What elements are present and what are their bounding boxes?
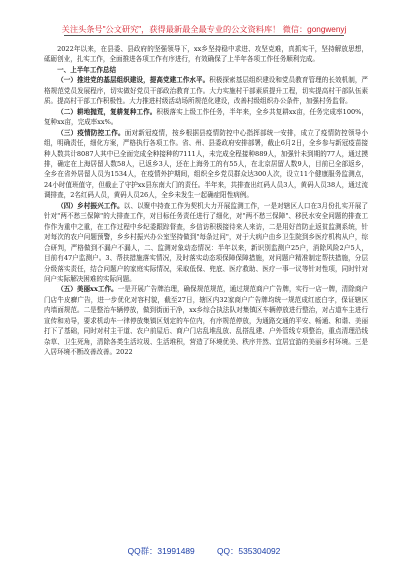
header-divider [64,35,344,36]
qq-number: QQ：535304092 [217,546,281,556]
item-text-3: 面对新冠疫情，按乡根据县疫情防控中心指挥部统一安排，成立了疫情防控领导小组，明确责任，细化方案，严格执行各项工作。省、州、县委政府安排部署，截止6月2日，全乡参与新冠疫苗接种人数共计8087人其中已全面完成全种接种的7111人，未完成全程接种889人，加强针未到期的77人，通过摸排，确定在上海居留人数58人，已返乡3人，还在上海务工的有55人，在北京居留人数9人，目前已全部返乡，全乡在省外居留人员为1534人，在疫情外护期间，组织全乡党员群众达300人次，设立11个健康服务监测点，24小时值班值守，但截止了守护xx县东南大门的责任。半年来，共排查出红码人员3人，黄码人员38人，通过流调排查，2名红码人员，黄码人员26人，全乡未发生一起确症阳性病例。 [44,128,368,200]
item-paragraph-3 [44,128,368,201]
item-paragraph-1 [44,75,368,106]
item-paragraph-2 [44,107,368,128]
contact-footer [0,545,408,557]
item-text-5: 一是开展广告牌治理，确保规范规范，通过规范商户广告牌，实行一店一牌，清除商户门店牛皮癣广告，进一步优化对容村貌，截至27日，辖区内32家商户广告牌均统一规范成红底白字，保证辖区内墙面规范。二是整治车辆停放，做到街面干净，xx乡综合执法队对集镇区车辆停放进行整治，对占道车主进行宣传和劝导，要求机动车一律停放集镇区划定的车位内，有序规范停放，为通路交通的平安、畅通、和谐、美丽打下了基础，同时对村主干道、农户前屋后、商户门店乱堆乱放、乱搭乱建、户外管线专项整治，重点清理沿线杂草、卫生死角，清除各类生活垃圾、生活堆积，营造了环境优美、秩序井然、宜居宜游的美丽乡村环境。三是入居环境不断改善改善。2022 [44,285,368,357]
item-text-1: 积极探索基层组织建设和党员教育管理的长效机制，严格规范党员发展程序，切实做好党员干部政治教育工作。大力实施村干部素质提升工程，切实提高村干部队伍素质。提高村干部工作积极性。大力推进村级活动场所规范化建设，改善村级组织办公条件，加强村务监督。 [44,76,368,106]
item-title-4: （四）乡村振兴工作。 [57,201,124,210]
item-title-2: （二）耕地抛荒，复耕复种工作。 [57,107,157,116]
promo-banner: 关注头条号"公文研究"，获得最新最全最专业的公文资料库！ 微信：gongwenyj [61,25,347,34]
qq-group: QQ群：31991489 [127,546,195,556]
section-heading: 一、上半年工作总结 [57,65,117,74]
item-paragraph-4 [44,201,368,285]
item-title-3: （三）疫情防控工作。 [57,128,125,137]
document-body [44,44,368,358]
item-title-5: （五）美丽xx工作。 [57,285,118,294]
item-text-4: 以、以聚中持查工作为契机大力开展监测工作，一是对辖区人口在3月份扎实开展了针对"两不愁三保障"的大排查工作，对目标任务责任进行了细化，对"两不愁三保障"、移民水安全问题的排查工作作为重中之重，在工作过程中乡纪委跟踪督查，乡信访积极接待来人来访，二是用好首防止返贫监测系统，针对每次的农户问题预警，乡乡村振兴办公室坚持做到"每条过问"，对于大病户由乡卫生院到乡医疗机构从户，综合研判，严格做到不漏户不漏人，二、监测对象动态情况：半年以来，新识别监测户25户，消除风险2户5人，目前有47户监测户。3、帮扶措施落实情况，及时落实动态项保障保障措施，对问题户精准制定帮扶措施，分层分级落实责任，结合问题户的家庭实际情况，采取低保、兜底、医疗救助、医疗一事一议等针对性项，同时针对问户实际解决困难的实际问题。 [44,201,368,283]
item-title-1: （一）推进党的基层组织建设，提高党建工作水平。 [57,76,210,85]
item-text-2: 积极落实上级工作任务，半年来，全乡共复耕xx亩，任务完成率100%，复种xx亩，完成率xx%。 [44,107,368,127]
item-paragraph-5 [44,284,368,357]
intro-paragraph: 2022年以来，在县委、县政府的坚强领导下，xx乡坚持稳中求进、攻坚克难，真抓实干，坚持解放思想，砥砺创业，扎实工作，全面推进各项工作有序进行，有效确保了上半年各项工作任务顺利完成。 [44,45,368,64]
